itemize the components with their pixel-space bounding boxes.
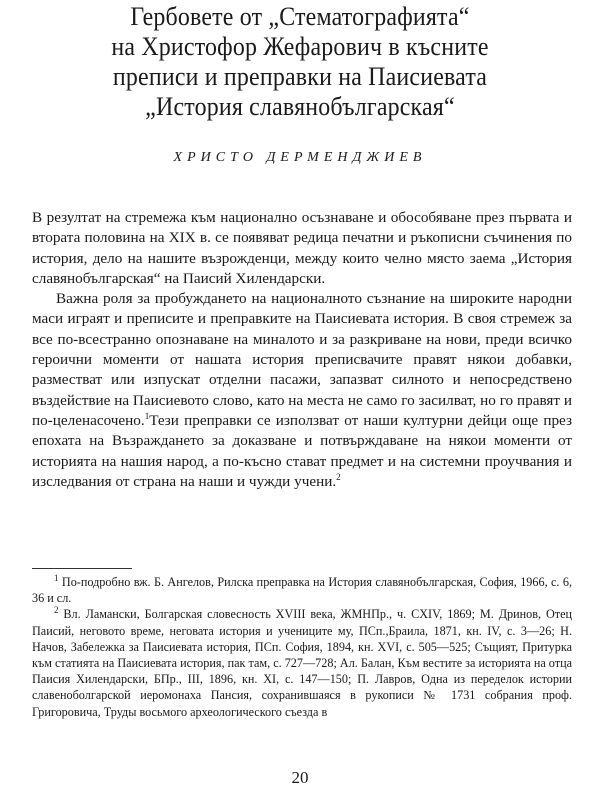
- footnote-number: 1: [54, 572, 59, 583]
- article-body: [32, 208, 572, 492]
- footnote: $^2$ Вл. Ламански, Болгарская словесность XVIII века, ЖМНПр., ч. CXIV, 1869; М. Дринов, Отец Паисий, неговото време, неговата история и учениците му, ПСп.,Браила, 1871, кн. IV, с. 3—26; Н. Начов, Забележка за Паисиевата история, ПСп. София, 1894, кн. XVI, с. 505—525; Същият, Притурка към статията на Паисиевата история, пак там, с. 727—728; Ал. Балан, Към вестите за историята на отца Паисия Хилендарски, БПр., III, 1896, кн. XI, с. 147—150; П. Лавров, Одна из переделок истории славеноболгарской иеромонаха Пансия, сохранившаяся в рукописи № 1731 собрания проф. Григоровича, Труды восьмого археологического съезда в: [32, 605, 572, 719]
- title-line: „История славянобългарская“: [145, 92, 455, 121]
- title-line: преписи и преправки на Паисиевата: [112, 62, 488, 91]
- footnote-ref: 2: [336, 471, 341, 482]
- paragraph: Важна роля за пробуждането на националното съзнание на широките народни маси играят и преписите и преправките на Паисиевата история. В своя стремеж за все по-всестранно опознаване на миналото и за разкриване на нови, преди всичко героични моменти от нашата история преписвачите правят някои добавки, разместват или изпускат отделни пасажи, запазват силното и непосредствено въздействие на Паисиевото слово, като на места не само го засилват, но го правят и по-целенасочено.$^1$Тези преправки се използват от наши културни дейци още през епохата на Възраждането за доказване и потвърждаване на някои моменти от историята на нашия народ, а по-късно стават предмет и на системни проучвания и изследвания от страна на наши и чужди учени.$^2$: [32, 290, 572, 490]
- footnote-number: 2: [54, 605, 59, 616]
- footnote-ref: 1: [144, 410, 150, 421]
- page-number: 20: [291, 768, 309, 787]
- author-name: ХРИСТО ДЕРМЕНДЖИЕВ: [173, 150, 427, 165]
- footnote-divider: [32, 568, 132, 569]
- footnote: $^1$ По-подробно вж. Б. Ангелов, Рилска преправка на История славянобългарская, София, 1966, с. 6, 36 и сл.: [32, 572, 572, 606]
- title-line: Гербовете от „Стематографията“: [130, 2, 470, 31]
- article-title: [61, 2, 539, 122]
- footnotes: [32, 574, 572, 720]
- paragraph: В резултат на стремежа към национално осъзнаване и обособяване през първата и втората половина на XIX в. се появяват редица печатни и ръкописни съчинения по история, дело на нашите възрожденци, между които челно място заема „История славянобългарская“ на Паисий Хилендарски.: [32, 209, 572, 287]
- title-line: на Христофор Жефарович в късните: [111, 32, 489, 61]
